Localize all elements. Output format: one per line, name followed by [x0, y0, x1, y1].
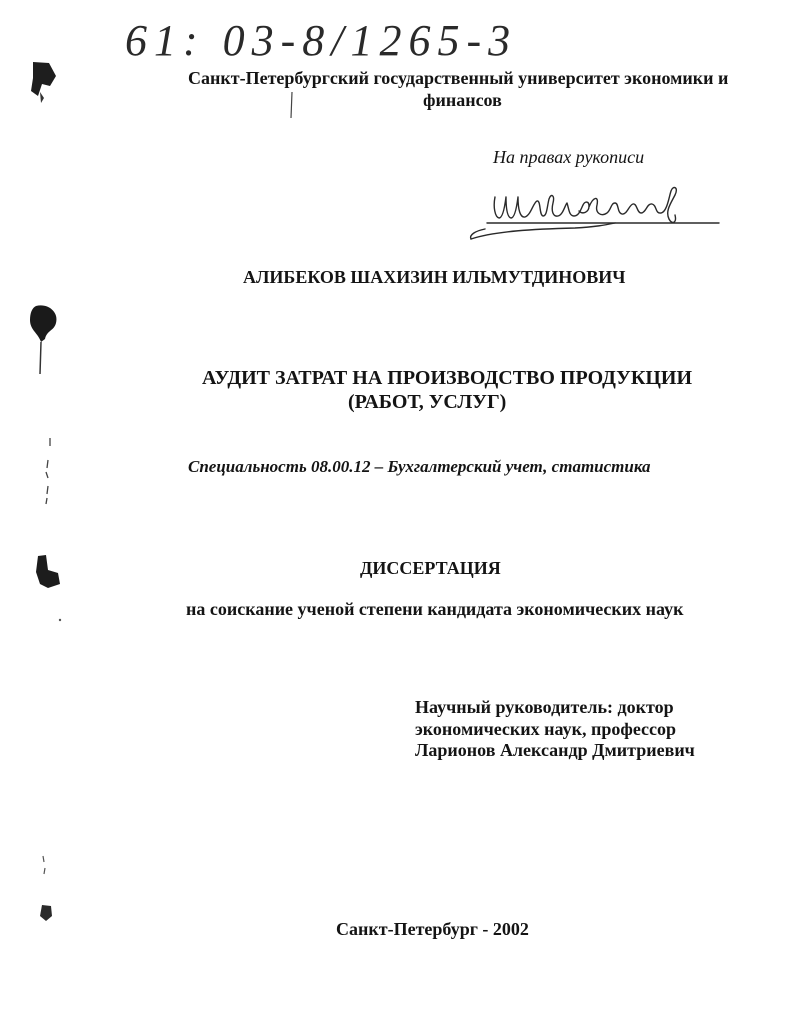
- scan-mark-top: [40, 92, 44, 103]
- advisor-line2: экономических наук, профессор: [415, 719, 677, 739]
- university-name-line2: финансов: [423, 90, 502, 110]
- scan-line-middle: [40, 342, 41, 374]
- pen-stroke-tail: [291, 92, 292, 118]
- place-and-year: Санкт-Петербург - 2002: [336, 919, 529, 939]
- dissertation-title-line2: (РАБОТ, УСЛУГ): [348, 391, 507, 413]
- scan-blot-top: [31, 62, 56, 96]
- scan-dot: [59, 619, 61, 621]
- document-type: ДИССЕРТАЦИЯ: [360, 558, 501, 578]
- scan-blot-bottom: [40, 905, 52, 921]
- advisor-line1: Научный руководитель: доктор: [415, 697, 674, 717]
- degree-statement: на соискание ученой степени кандидата экономических наук: [186, 599, 684, 619]
- author-signature: [465, 185, 725, 247]
- scan-ticks-bottom: [43, 856, 45, 874]
- specialty: Специальность 08.00.12 – Бухгалтерский учет, статистика: [188, 457, 651, 476]
- author-name: АЛИБЕКОВ ШАХИЗИН ИЛЬМУТДИНОВИЧ: [243, 267, 626, 287]
- scan-blot-lower: [36, 555, 60, 588]
- advisor-name: Ларионов Александр Дмитриевич: [415, 740, 695, 760]
- scan-ticks: [46, 438, 50, 504]
- dissertation-title-line1: АУДИТ ЗАТРАТ НА ПРОИЗВОДСТВО ПРОДУКЦИИ: [202, 367, 692, 389]
- archive-number-handwritten: 61: 03-8/1265-3: [125, 16, 518, 65]
- scan-blot-middle: [30, 305, 56, 342]
- manuscript-rights-note: На правах рукописи: [493, 147, 645, 167]
- university-name-line1: Санкт-Петербургский государственный университет экономики и: [188, 68, 729, 88]
